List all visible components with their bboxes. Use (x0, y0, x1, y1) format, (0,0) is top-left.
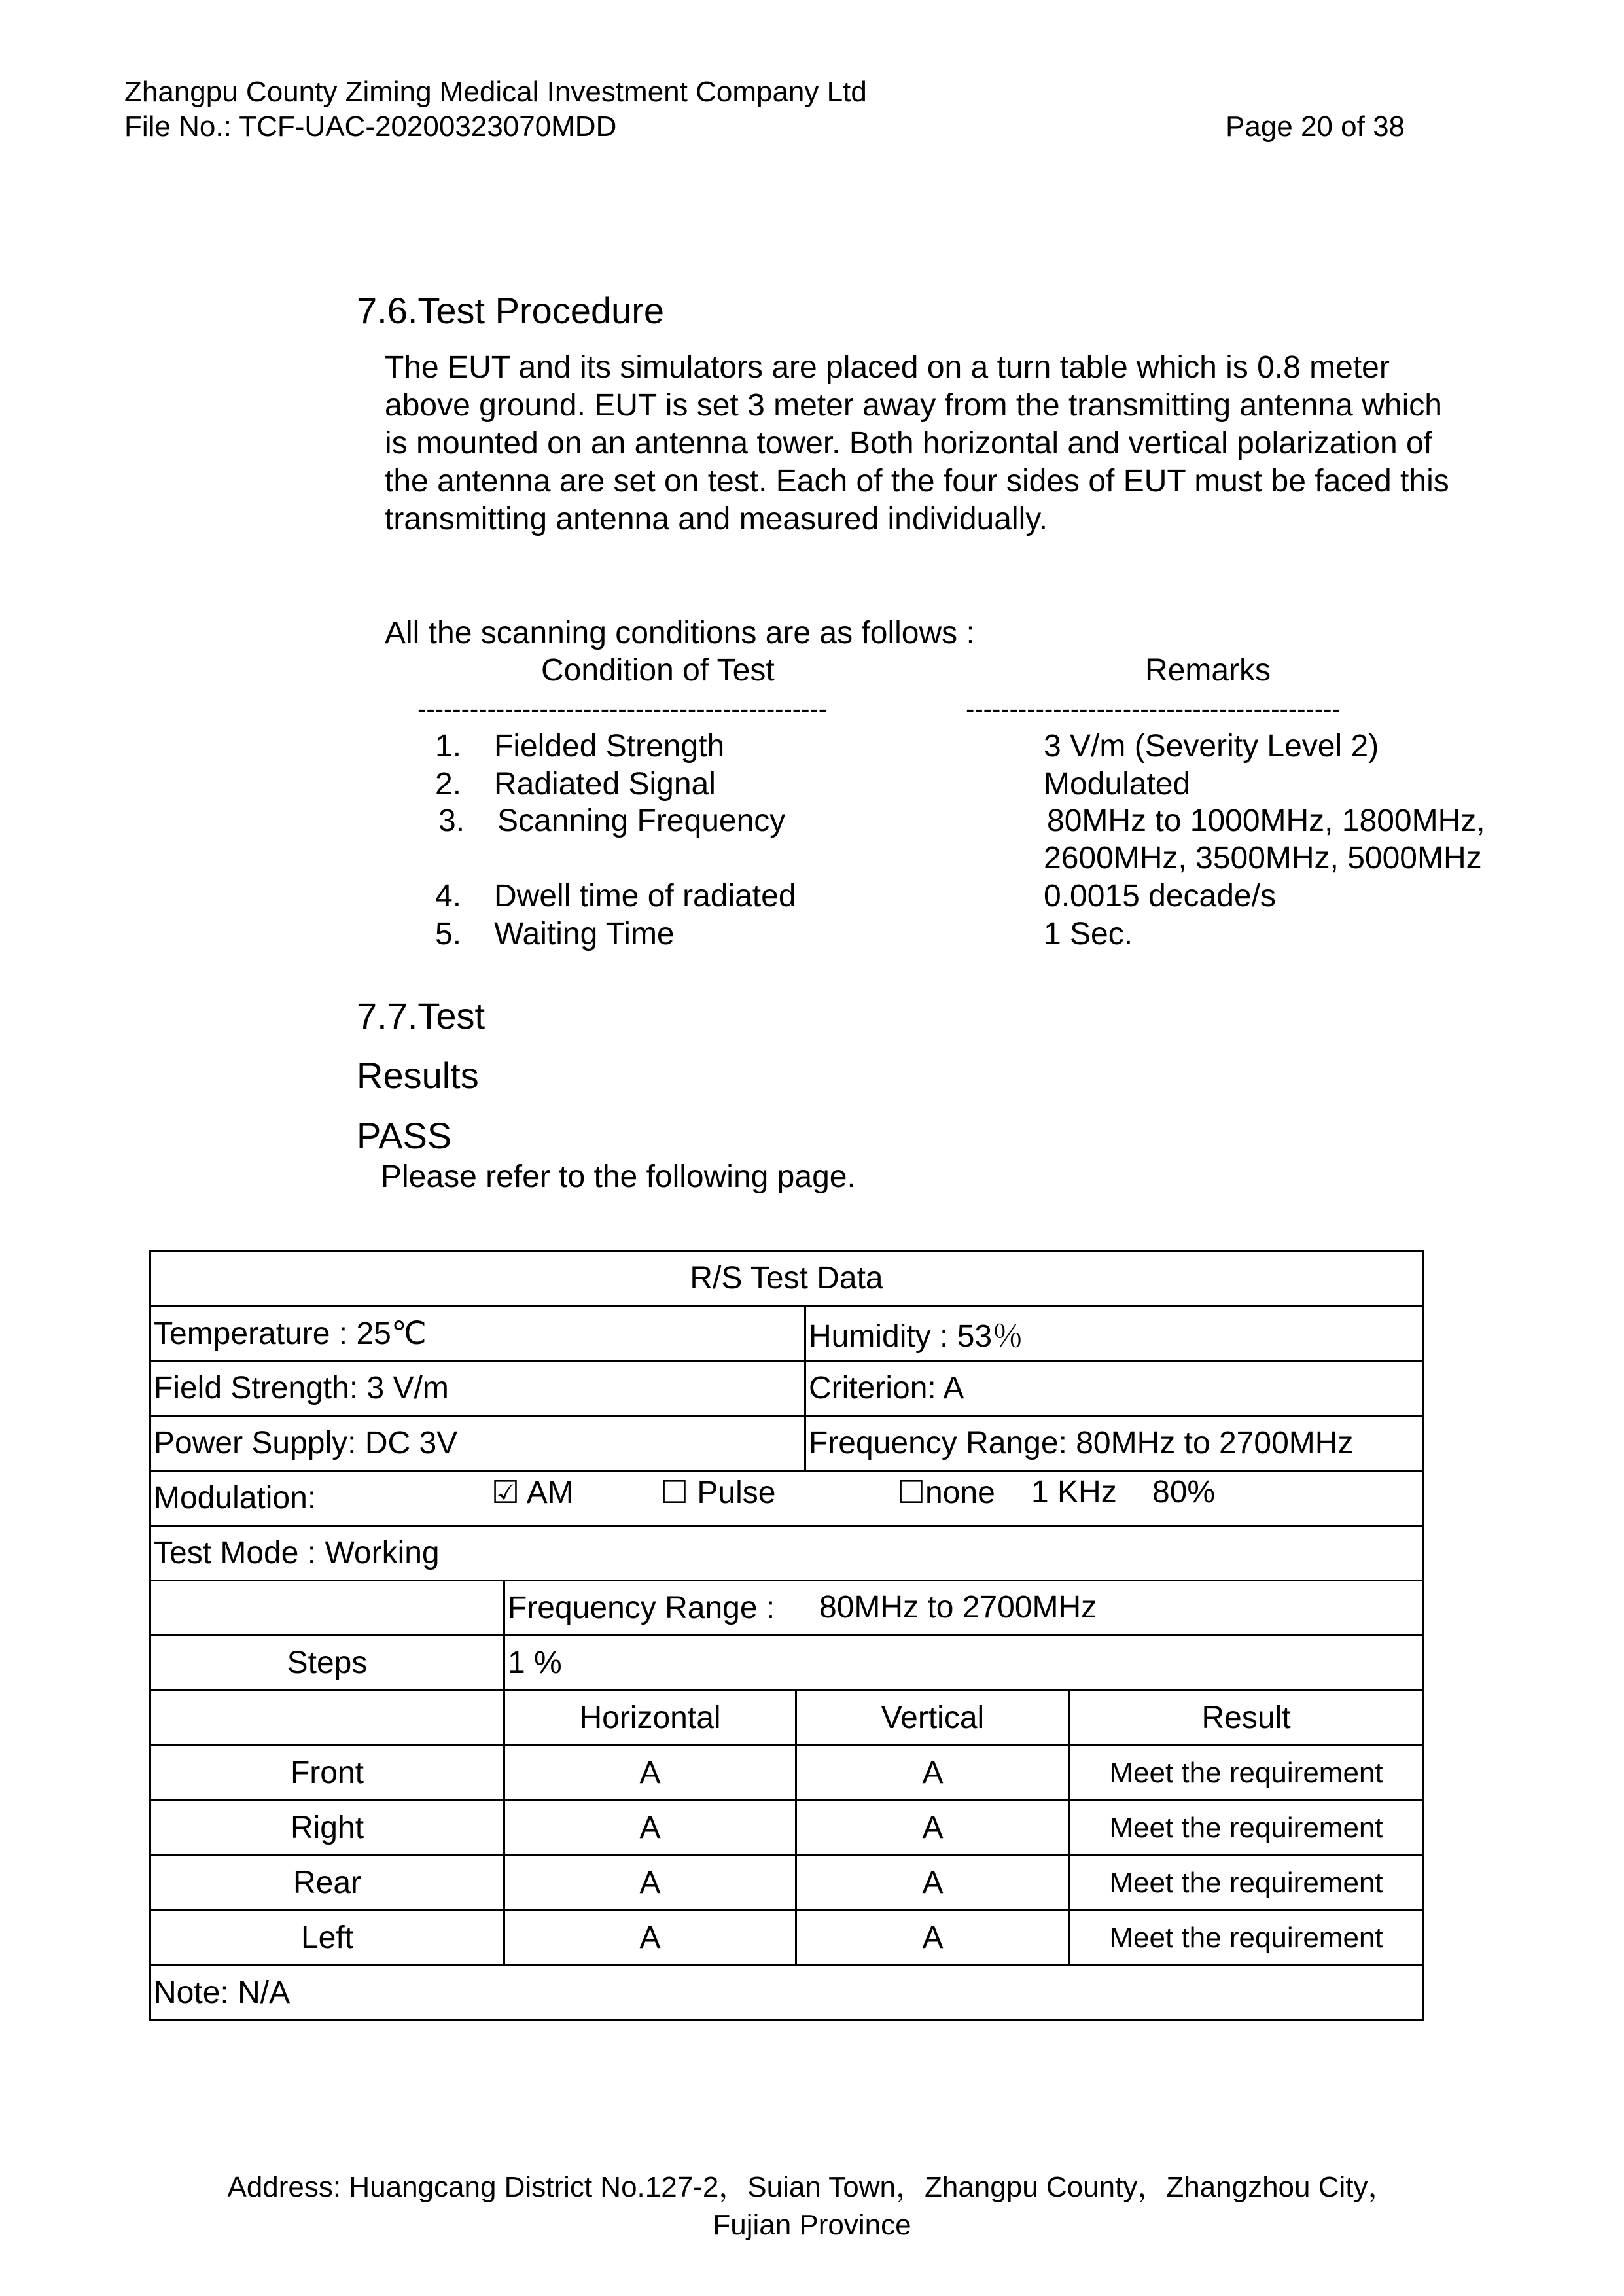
field-strength-cell: Field Strength: 3 V/m (150, 1361, 805, 1416)
condition-name: Fielded Strength (494, 729, 725, 764)
paragraph-line: transmitting antenna and measured individually. (385, 502, 1048, 537)
power-supply-cell: Power Supply: DC 3V (150, 1416, 805, 1471)
steps-value: 1 % (504, 1636, 1423, 1691)
page-number: Page 20 of 38 (1226, 111, 1405, 143)
condition-remark: 3 V/m (Severity Level 2) (1044, 729, 1379, 764)
vertical-cell: A (796, 1801, 1070, 1856)
divider-left: ----------------------------------------------- (417, 695, 828, 724)
procedure-paragraph (385, 349, 1536, 539)
modulation-row (150, 1471, 1423, 1526)
mod-depth: 80% (1152, 1475, 1216, 1510)
mod-none-checkbox: ☐none (897, 1475, 995, 1510)
paragraph-line: above ground. EUT is set 3 meter away from the transmitting antenna which (385, 388, 1442, 423)
condition-remark: Modulated (1044, 767, 1191, 802)
condition-num: 5. (435, 917, 462, 951)
condition-num: 3. (438, 804, 465, 838)
file-number: File No.: TCF-UAC-20200323070MDD (124, 111, 617, 143)
col-condition-header: Condition of Test (541, 653, 775, 688)
result-cell: Meet the requirement (1070, 1911, 1423, 1966)
freq-range-label: Frequency Range : (508, 1591, 775, 1625)
condition-num: 4. (435, 879, 462, 913)
result-cell: Meet the requirement (1070, 1856, 1423, 1911)
side-cell: Right (150, 1801, 504, 1856)
col-vertical: Vertical (796, 1691, 1070, 1746)
mod-pulse-checkbox: ☐ Pulse (660, 1475, 776, 1510)
vertical-cell: A (796, 1746, 1070, 1801)
section-title-results-cont: Results (357, 1055, 479, 1096)
vertical-cell: A (796, 1911, 1070, 1966)
condition-name: Dwell time of radiated (494, 879, 796, 913)
horizontal-cell: A (504, 1801, 796, 1856)
condition-num: 2. (435, 767, 462, 802)
vertical-cell: A (796, 1856, 1070, 1911)
side-cell: Front (150, 1746, 504, 1801)
side-cell: Rear (150, 1856, 504, 1911)
table-row (150, 1911, 1423, 1966)
condition-name: Waiting Time (494, 917, 675, 951)
frequency-range-cell: Frequency Range: 80MHz to 2700MHz (805, 1416, 1423, 1471)
condition-name: Scanning Frequency (497, 804, 786, 838)
company-name: Zhangpu County Ziming Medical Investment Company Ltd (124, 76, 867, 108)
table-row (150, 1801, 1423, 1856)
col-result: Result (1070, 1691, 1423, 1746)
steps-label: Steps (150, 1636, 504, 1691)
footer-province: Fujian Province (713, 2209, 911, 2241)
conditions-intro: All the scanning conditions are as follows : (385, 616, 975, 650)
table-note: Note: N/A (150, 1966, 1423, 2021)
condition-remark-cont: 2600MHz, 3500MHz, 5000MHz (1044, 841, 1482, 875)
condition-remark: 80MHz to 1000MHz, 1800MHz, (1047, 804, 1485, 838)
table-title: R/S Test Data (150, 1251, 1423, 1306)
steps-freq-range-cell (504, 1581, 1423, 1636)
criterion-cell: Criterion: A (805, 1361, 1423, 1416)
col-horizontal: Horizontal (504, 1691, 796, 1746)
humidity-cell: Humidity : 53％ (805, 1306, 1423, 1361)
footer-address: Address: Huangcang District No.127-2，Suian Town，Zhangpu County，Zhangzhou City， (227, 2171, 1397, 2203)
refer-note: Please refer to the following page. (381, 1159, 856, 1194)
mod-frequency: 1 KHz (1031, 1475, 1117, 1510)
paragraph-line: the antenna are set on test. Each of the four sides of EUT must be faced this (385, 464, 1449, 499)
horizontal-cell: A (504, 1856, 796, 1911)
horizontal-cell: A (504, 1911, 796, 1966)
section-title-test-results: 7.7.Test (357, 995, 485, 1036)
verdict: PASS (357, 1115, 452, 1156)
result-cell: Meet the requirement (1070, 1801, 1423, 1856)
col-remarks-header: Remarks (1145, 653, 1271, 688)
condition-remark: 0.0015 decade/s (1044, 879, 1276, 913)
condition-remark: 1 Sec. (1044, 917, 1133, 951)
rs-test-data-table (149, 1250, 1424, 2021)
temperature-cell: Temperature : 25℃ (150, 1306, 805, 1361)
paragraph-line: The EUT and its simulators are placed on a turn table which is 0.8 meter (385, 350, 1390, 385)
side-cell: Left (150, 1911, 504, 1966)
freq-range-value: 80MHz to 2700MHz (819, 1590, 1097, 1625)
table-row (150, 1746, 1423, 1801)
condition-num: 1. (435, 729, 462, 764)
test-mode-cell: Test Mode : Working (150, 1526, 1423, 1581)
table-row (150, 1856, 1423, 1911)
empty-cell (150, 1691, 504, 1746)
empty-cell (150, 1581, 504, 1636)
modulation-label: Modulation: (154, 1481, 317, 1515)
mod-am-checkbox: ☑ AM (491, 1475, 574, 1510)
horizontal-cell: A (504, 1746, 796, 1801)
section-title-test-procedure: 7.6.Test Procedure (357, 290, 665, 331)
condition-name: Radiated Signal (494, 767, 716, 802)
result-cell: Meet the requirement (1070, 1746, 1423, 1801)
divider-right: ------------------------------------------- (966, 695, 1341, 724)
paragraph-line: is mounted on an antenna tower. Both horizontal and vertical polarization of (385, 426, 1433, 461)
